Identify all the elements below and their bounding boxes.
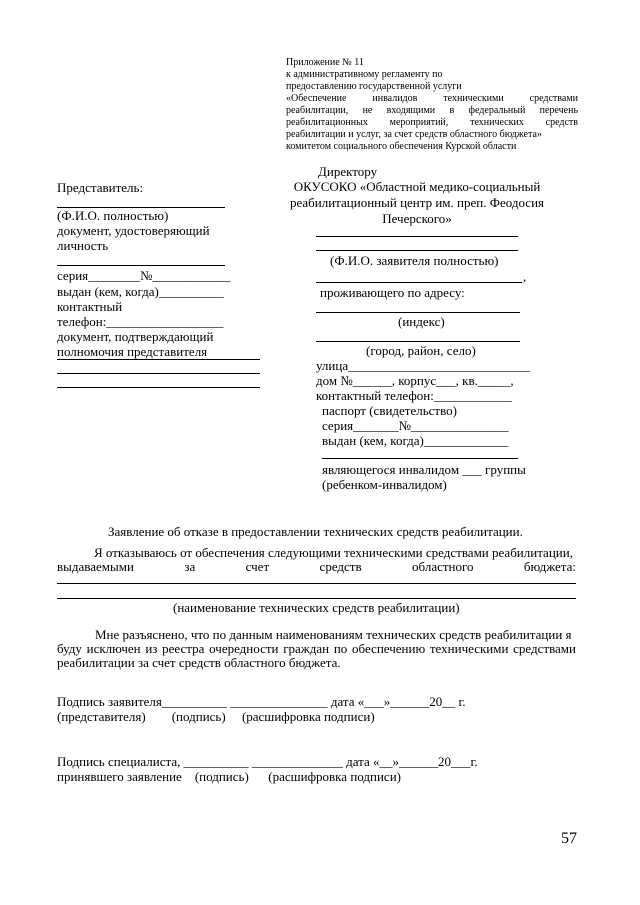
applicant-issued-line <box>322 458 518 459</box>
addressee-org-line: ОКУСОКО «Областной медико-социальный <box>293 179 541 194</box>
representative-label: Представитель: <box>57 180 144 195</box>
representative-authority: полномочия представителя <box>57 344 208 359</box>
representative-fio-caption: (Ф.И.О. полностью) <box>57 208 169 223</box>
addressee-org-line: реабилитационный центр им. преп. Феодосия <box>289 195 545 210</box>
appendix-line: Приложение № 11 <box>286 57 364 68</box>
applicant-index-caption: (индекс) <box>398 314 445 329</box>
addressee-org <box>272 179 562 227</box>
tsr-line <box>57 583 576 584</box>
applicant-disabled: являющегося инвалидом ___ группы <box>322 462 526 477</box>
appendix-line: реабилитации, не входящими в федеральный перечень <box>286 105 578 116</box>
specialist-signature-line: Подпись специалиста, __________ ______________ дата «__»______20___г. <box>57 754 478 769</box>
applicant-address-line <box>316 341 520 342</box>
statement-para1-line2: выдаваемыми за счет средств областного бюджета: <box>57 559 576 574</box>
representative-line <box>57 359 260 360</box>
representative-doc-label: документ, удостоверяющий <box>57 223 210 238</box>
applicant-phone: контактный телефон:____________ <box>316 388 512 403</box>
applicant-passport: паспорт (свидетельство) <box>322 403 457 418</box>
specialist-signature-captions: принявшего заявление (подпись) (расшифровка подписи) <box>57 769 401 784</box>
statement-para2-line1: Мне разъяснено, что по данным наименованиям технических средств реабилитации я <box>95 627 572 642</box>
appendix-line: предоставлению государственной услуги <box>286 81 462 92</box>
applicant-house: дом №______, корпус___, кв._____, <box>316 373 514 388</box>
representative-series: серия________№____________ <box>57 268 231 283</box>
appendix-line: реабилитации и услуг, за счет средств областного бюджета» <box>286 129 542 140</box>
representative-phone: телефон:__________________ <box>57 314 224 329</box>
applicant-fio-line <box>316 250 518 251</box>
representative-line <box>57 373 260 374</box>
statement-para2-line2: буду исключен из реестра очередности граждан по обеспечению техническими средствами <box>57 641 576 656</box>
statement-para1-line1: Я отказываюсь от обеспечения следующими техническими средствами реабилитации, <box>94 545 573 560</box>
applicant-fio-caption: (Ф.И.О. заявителя полностью) <box>330 253 499 268</box>
tsr-caption: (наименование технических средств реабилитации) <box>173 600 460 615</box>
representative-authority: документ, подтверждающий <box>57 329 214 344</box>
statement-title: Заявление об отказе в предоставлении технических средств реабилитации. <box>108 524 523 539</box>
applicant-signature-line: Подпись заявителя__________ _______________ дата «___»______20__ г. <box>57 694 466 709</box>
applicant-child: (ребенком-инвалидом) <box>322 477 447 492</box>
addressee-org-line: Печерского» <box>382 211 452 226</box>
appendix-line: «Обеспечение инвалидов техническими средствами <box>286 93 578 104</box>
representative-issued: выдан (кем, когда)__________ <box>57 284 224 299</box>
applicant-street: улица____________________________ <box>316 358 531 373</box>
applicant-city-caption: (город, район, село) <box>366 343 476 358</box>
appendix-line: к административному регламенту по <box>286 69 443 80</box>
addressee-title: Директору <box>318 164 378 179</box>
applicant-signature-captions: (представителя) (подпись) (расшифровка подписи) <box>57 709 375 724</box>
appendix-line: реабилитационных мероприятий, технических средств <box>286 117 578 128</box>
appendix-line: комитетом социального обеспечения Курской области <box>286 141 517 152</box>
applicant-comma: , <box>523 269 527 284</box>
statement-para2-line3: реабилитации за счет средств областного бюджета. <box>57 655 341 670</box>
representative-contact: контактный <box>57 299 123 314</box>
applicant-fio-line <box>316 282 522 283</box>
applicant-fio-line <box>316 236 518 237</box>
applicant-series: серия_______№_______________ <box>322 418 509 433</box>
representative-line <box>57 387 260 388</box>
applicant-issued: выдан (кем, когда)_____________ <box>322 433 509 448</box>
applicant-address-line <box>316 312 520 313</box>
tsr-line <box>57 598 576 599</box>
appendix-block <box>286 57 578 153</box>
representative-doc-label: личность <box>57 238 109 253</box>
representative-doc-line <box>57 265 225 266</box>
page-number: 57 <box>561 830 577 847</box>
applicant-residing: проживающего по адресу: <box>320 285 465 300</box>
